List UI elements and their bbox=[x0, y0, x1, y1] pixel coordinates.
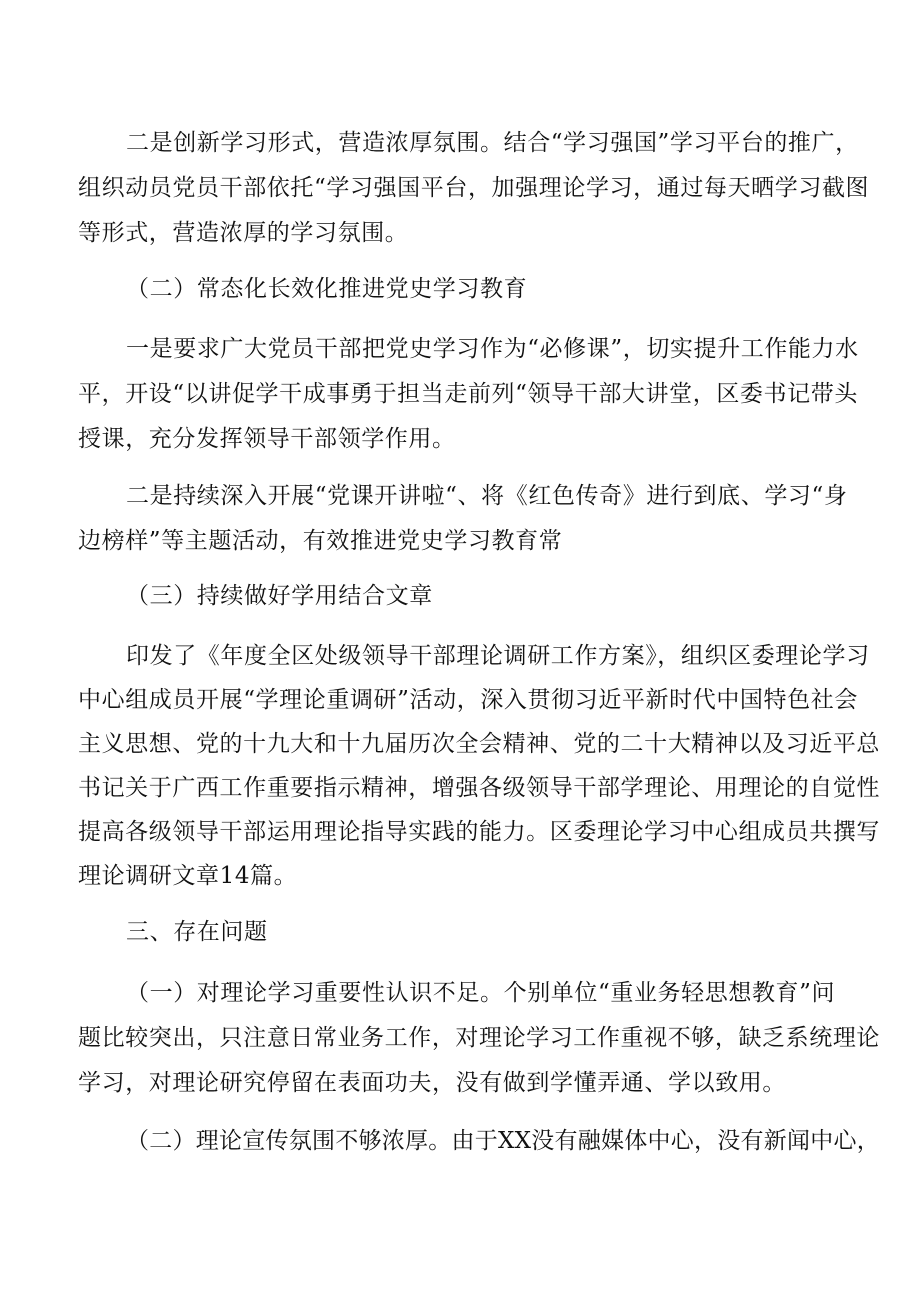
section-subheading: （二）常态化长效化推进党史学习教育 bbox=[126, 276, 528, 302]
text-line: 二是创新学习形式，营造浓厚氛围。结合“学习强国”学习平台的推广， bbox=[126, 130, 859, 156]
text-line: 二是持续深入开展“党课开讲啦“、将《红色传奇》进行到底、学习“身 bbox=[126, 483, 848, 509]
text-line: 题比较突出，只注意日常业务工作，对理论学习工作重视不够，缺乏系统理论 bbox=[78, 1025, 880, 1051]
text-line: 平，开设“以讲促学干成事勇于担当走前列“领导干部大讲堂，区委书记带头 bbox=[78, 381, 858, 407]
text-line: 组织动员党员干部依托“学习强国平台，加强理论学习，通过每天晒学习截图 bbox=[78, 175, 870, 201]
text-line: 提高各级领导干部运用理论指导实践的能力。区委理论学习中心组成员共撰写 bbox=[78, 819, 880, 845]
text-line: 等形式，营造浓厚的学习氛围。 bbox=[78, 220, 409, 246]
text-line: 中心组成员开展“学理论重调研”活动，深入贯彻习近平新时代中国特色社会 bbox=[78, 687, 858, 713]
text-line: 书记关于广西工作重要指示精神，增强各级领导干部学理论、用理论的自觉性 bbox=[78, 775, 880, 801]
text-line: 主义思想、党的十九大和十九届历次全会精神、党的二十大精神以及习近平总 bbox=[78, 731, 880, 757]
text-line: 一是要求广大党员干部把党史学习作为“必修课”，切实提升工作能力水 bbox=[126, 336, 859, 362]
section-heading: 三、存在问题 bbox=[126, 919, 268, 945]
text-line: 边榜样”等主题活动，有效推进党史学习教育常 bbox=[78, 528, 563, 554]
text-line: 授课，充分发挥领导干部领学作用。 bbox=[78, 426, 456, 452]
text-line: （一）对理论学习重要性认识不足。个别单位“重业务轻思想教育”问 bbox=[126, 980, 836, 1006]
section-subheading: （三）持续做好学用结合文章 bbox=[126, 583, 433, 609]
text-line: 学习，对理论研究停留在表面功夫，没有做到学懂弄通、学以致用。 bbox=[78, 1070, 786, 1096]
text-line: 理论调研文章14篇。 bbox=[78, 863, 298, 889]
text-line: 印发了《年度全区处级领导干部理论调研工作方案》，组织区委理论学习 bbox=[126, 643, 870, 669]
text-line: （二）理论宣传氛围不够浓厚。由于XX没有融媒体中心，没有新闻中心， bbox=[126, 1128, 880, 1154]
